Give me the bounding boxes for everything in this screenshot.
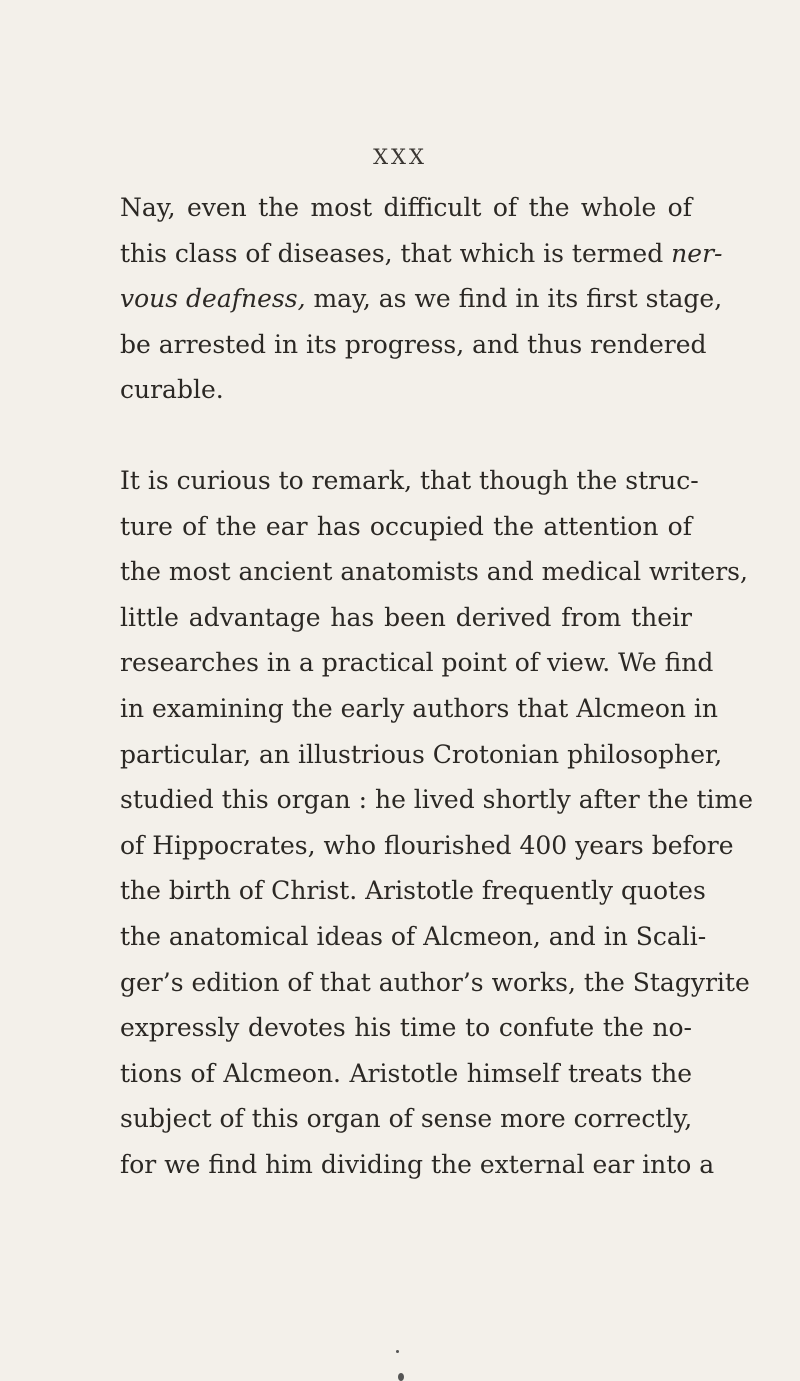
text-line: expressly devotes his time to confute the no- — [120, 1013, 692, 1043]
paper-speck — [396, 1350, 399, 1353]
text-line: in examining the early authors that Alcmeon in — [120, 693, 719, 723]
text-line: Nay, even the most difficult of the whole of — [120, 193, 692, 222]
text-line: subject of this organ of sense more correctly, — [120, 1104, 693, 1134]
text-line: the most ancient anatomists and medical writers, — [120, 557, 748, 587]
text-line: tions of Alcmeon. Aristotle himself treats the — [120, 1058, 692, 1088]
paper-speck — [398, 1373, 404, 1381]
text-line: studied this organ : he lived shortly after the time — [120, 785, 754, 815]
text-line: this class of diseases, that which is termed ner- — [120, 238, 723, 268]
page-number: XXX — [373, 145, 427, 169]
text-line: for we find him dividing the external ear into a — [120, 1149, 715, 1179]
text-line: researches in a practical point of view. We find — [120, 648, 714, 678]
text-line: curable. — [120, 375, 224, 405]
text-line: little advantage has been derived from their — [120, 602, 692, 632]
text-line: vous deafness, may, as we find in its first stage, — [120, 284, 723, 314]
text-line: the anatomical ideas of Alcmeon, and in Scali- — [120, 921, 707, 951]
italic-text: ner- — [671, 238, 723, 268]
text-line: ger’s edition of that author’s works, the Stagyrite — [120, 967, 750, 997]
text-line: the birth of Christ. Aristotle frequently quotes — [120, 876, 706, 906]
text-line: particular, an illustrious Crotonian philosopher, — [120, 739, 723, 769]
paragraph-1 — [120, 185, 723, 413]
text-line: be arrested in its progress, and thus rendered — [120, 329, 707, 359]
text-line: ture of the ear has occupied the attention of — [120, 511, 692, 541]
text-line: It is curious to remark, that though the struc- — [120, 466, 699, 495]
paragraph-2 — [120, 458, 754, 1188]
italic-text: vous deafness, — [120, 284, 306, 314]
text-line: of Hippocrates, who flourished 400 years before — [120, 830, 734, 860]
